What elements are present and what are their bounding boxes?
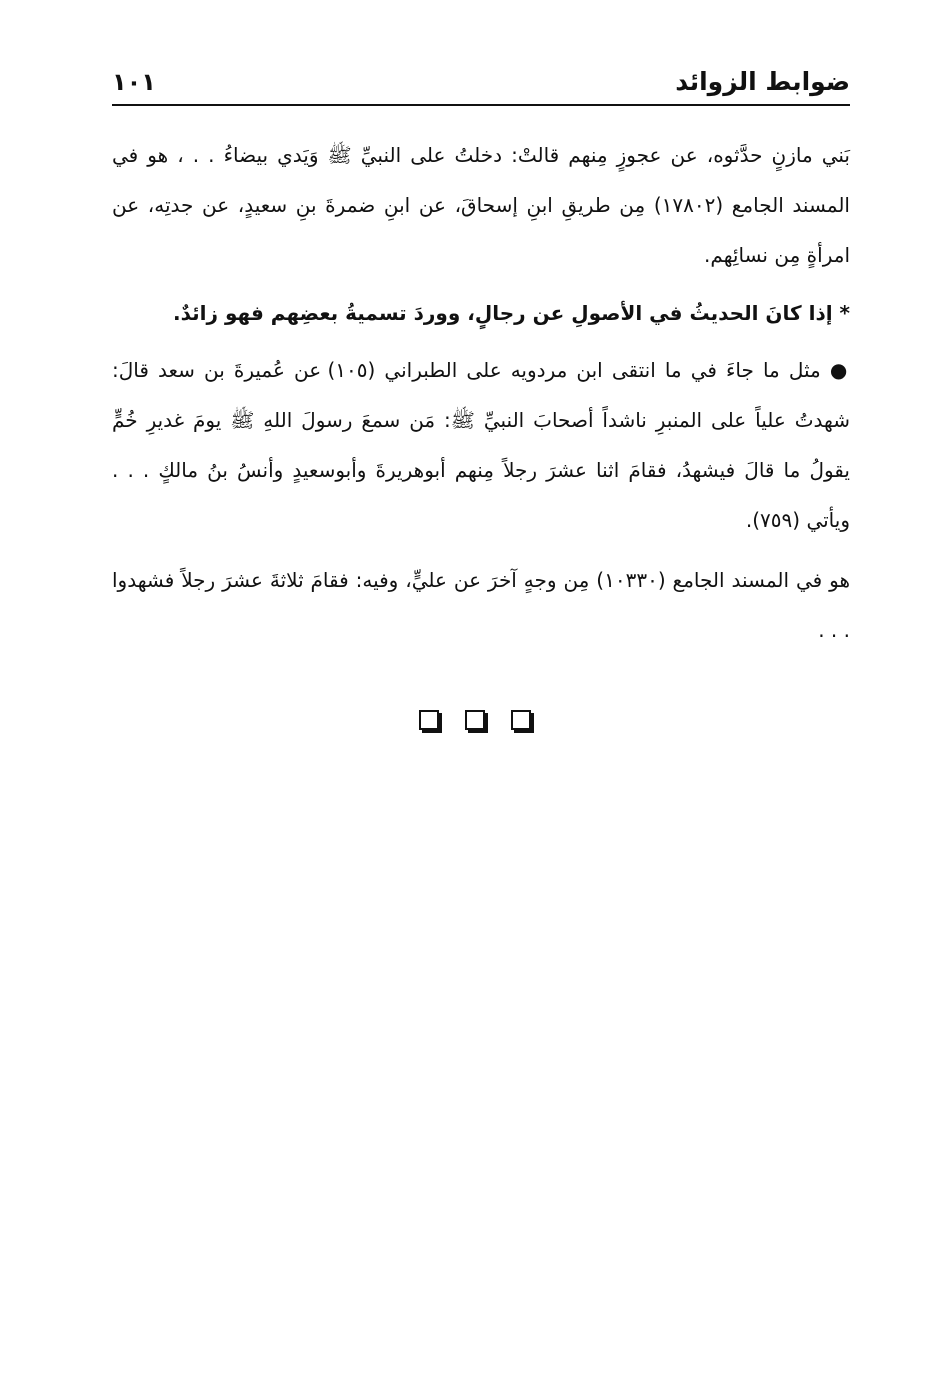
rule-heading: * إذا كانَ الحديثُ في الأصولِ عن رجالٍ، ووردَ تسميةُ بعضِهم فهو زائدٌ.: [172, 301, 850, 325]
square-box-icon: [465, 710, 485, 730]
paragraph-reference: هو في المسند الجامع (١٠٣٣٠) مِن وجهٍ آخرَ عن عليٍّ، وفيه: فقامَ ثلاثةَ عشرَ رجلاً فشهدوا . . .: [112, 568, 850, 642]
header-rule: [112, 104, 850, 106]
paragraph-citation: بَني مازنٍ حدَّثوه، عن عجوزٍ مِنهم قالتْ: دخلتُ على النبيِّ ﷺ وَيَدي بيضاءُ . . ، هو في المسند الجامع (١٧٨٠٢) مِن طريقِ ابنِ إسحاقَ، عن ابنِ ضمرةَ بنِ سعيدٍ، عن جدتِه، عن امرأةٍ مِن نسائِهم.: [112, 143, 850, 267]
square-box-icon: [511, 710, 531, 730]
page-header: [112, 62, 850, 104]
running-title: ضوابط الزوائد: [675, 67, 850, 96]
page-number: ١٠١: [112, 68, 156, 96]
square-box-icon: [419, 710, 439, 730]
paragraph-example: ● مثل ما جاءَ في ما انتقى ابن مردويه على الطبراني (١٠٥) عن عُميرةَ بن سعد قالَ: شهدتُ علياً على المنبرِ ناشداً أصحابَ النبيِّ ﷺ: مَن سمعَ رسولَ اللهِ ﷺ يومَ غديرِ خُمٍّ يقولُ ما قالَ فيشهدُ، فقامَ اثنا عشرَ رجلاً مِنهم أبوهريرةَ وأبوسعيدٍ وأنسُ بنُ مالكٍ . . . ويأتي (٧٥٩).: [112, 358, 850, 532]
section-end-ornament: [0, 710, 950, 738]
